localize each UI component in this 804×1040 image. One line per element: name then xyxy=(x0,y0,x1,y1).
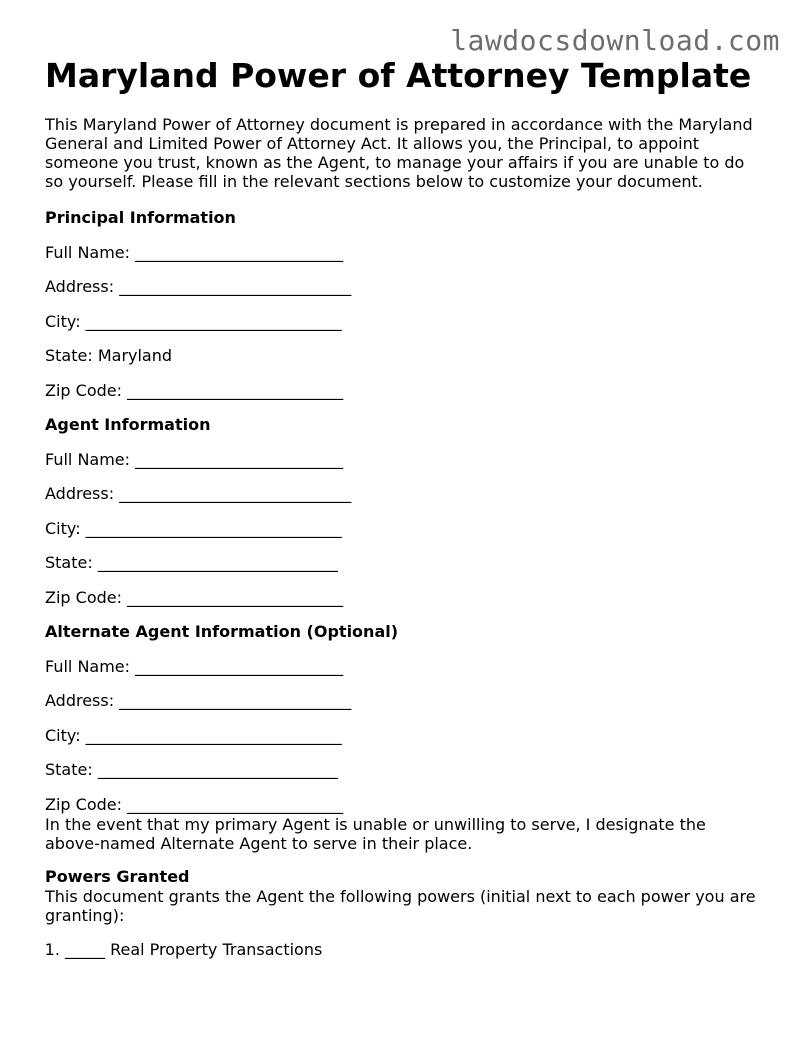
power-item-real-property[interactable]: 1. _____ Real Property Transactions xyxy=(65,940,765,960)
powers-heading: Powers Granted xyxy=(45,867,190,886)
principal-full-name-field[interactable]: Full Name: __________________________ xyxy=(45,242,344,262)
alternate-city-field[interactable]: City: ________________________________ xyxy=(45,725,342,745)
watermark: lawdocsdownload.com xyxy=(450,24,780,57)
alternate-agent-heading: Alternate Agent Information (Optional) xyxy=(45,622,399,641)
agent-address-field[interactable]: Address: _____________________________ xyxy=(45,484,352,503)
intro-paragraph: This Maryland Power of Attorney document is prepared in accordance with the Maryland General and Limited Power of Attorney Act. It allows you, the Principal, to appoint someone you trust, known as the Agent, to manage your affairs if you are unable to do so yourself. Please fill in the relevant sections below to customize your document. xyxy=(45,115,753,191)
alternate-agent-note: In the event that my primary Agent is unable or unwilling to serve, I designate the above-named Alternate Agent to serve in their place. xyxy=(45,814,706,853)
agent-state-field[interactable]: State: ______________________________ xyxy=(45,553,338,572)
alternate-full-name-field[interactable]: Full Name: __________________________ xyxy=(45,656,344,676)
agent-city-field[interactable]: City: ________________________________ xyxy=(45,518,342,538)
agent-zip-field[interactable]: Zip Code: ___________________________ xyxy=(45,587,344,607)
alternate-state-field[interactable]: State: ______________________________ xyxy=(45,760,338,779)
alternate-address-field[interactable]: Address: _____________________________ xyxy=(45,691,352,710)
document-title: Maryland Power of Attorney Template xyxy=(45,56,752,95)
powers-list xyxy=(45,940,765,960)
document-page xyxy=(45,56,765,960)
principal-zip-field[interactable]: Zip Code: ___________________________ xyxy=(45,380,344,400)
powers-intro: This document grants the Agent the following powers (initial next to each power you are granting): xyxy=(45,887,756,925)
principal-heading: Principal Information xyxy=(45,208,236,227)
alternate-zip-field[interactable]: Zip Code: ___________________________ xyxy=(45,794,344,814)
agent-heading: Agent Information xyxy=(45,415,211,434)
agent-full-name-field[interactable]: Full Name: __________________________ xyxy=(45,449,344,469)
principal-city-field[interactable]: City: ________________________________ xyxy=(45,311,342,331)
principal-state: State: Maryland xyxy=(45,346,173,365)
principal-address-field[interactable]: Address: _____________________________ xyxy=(45,277,352,296)
